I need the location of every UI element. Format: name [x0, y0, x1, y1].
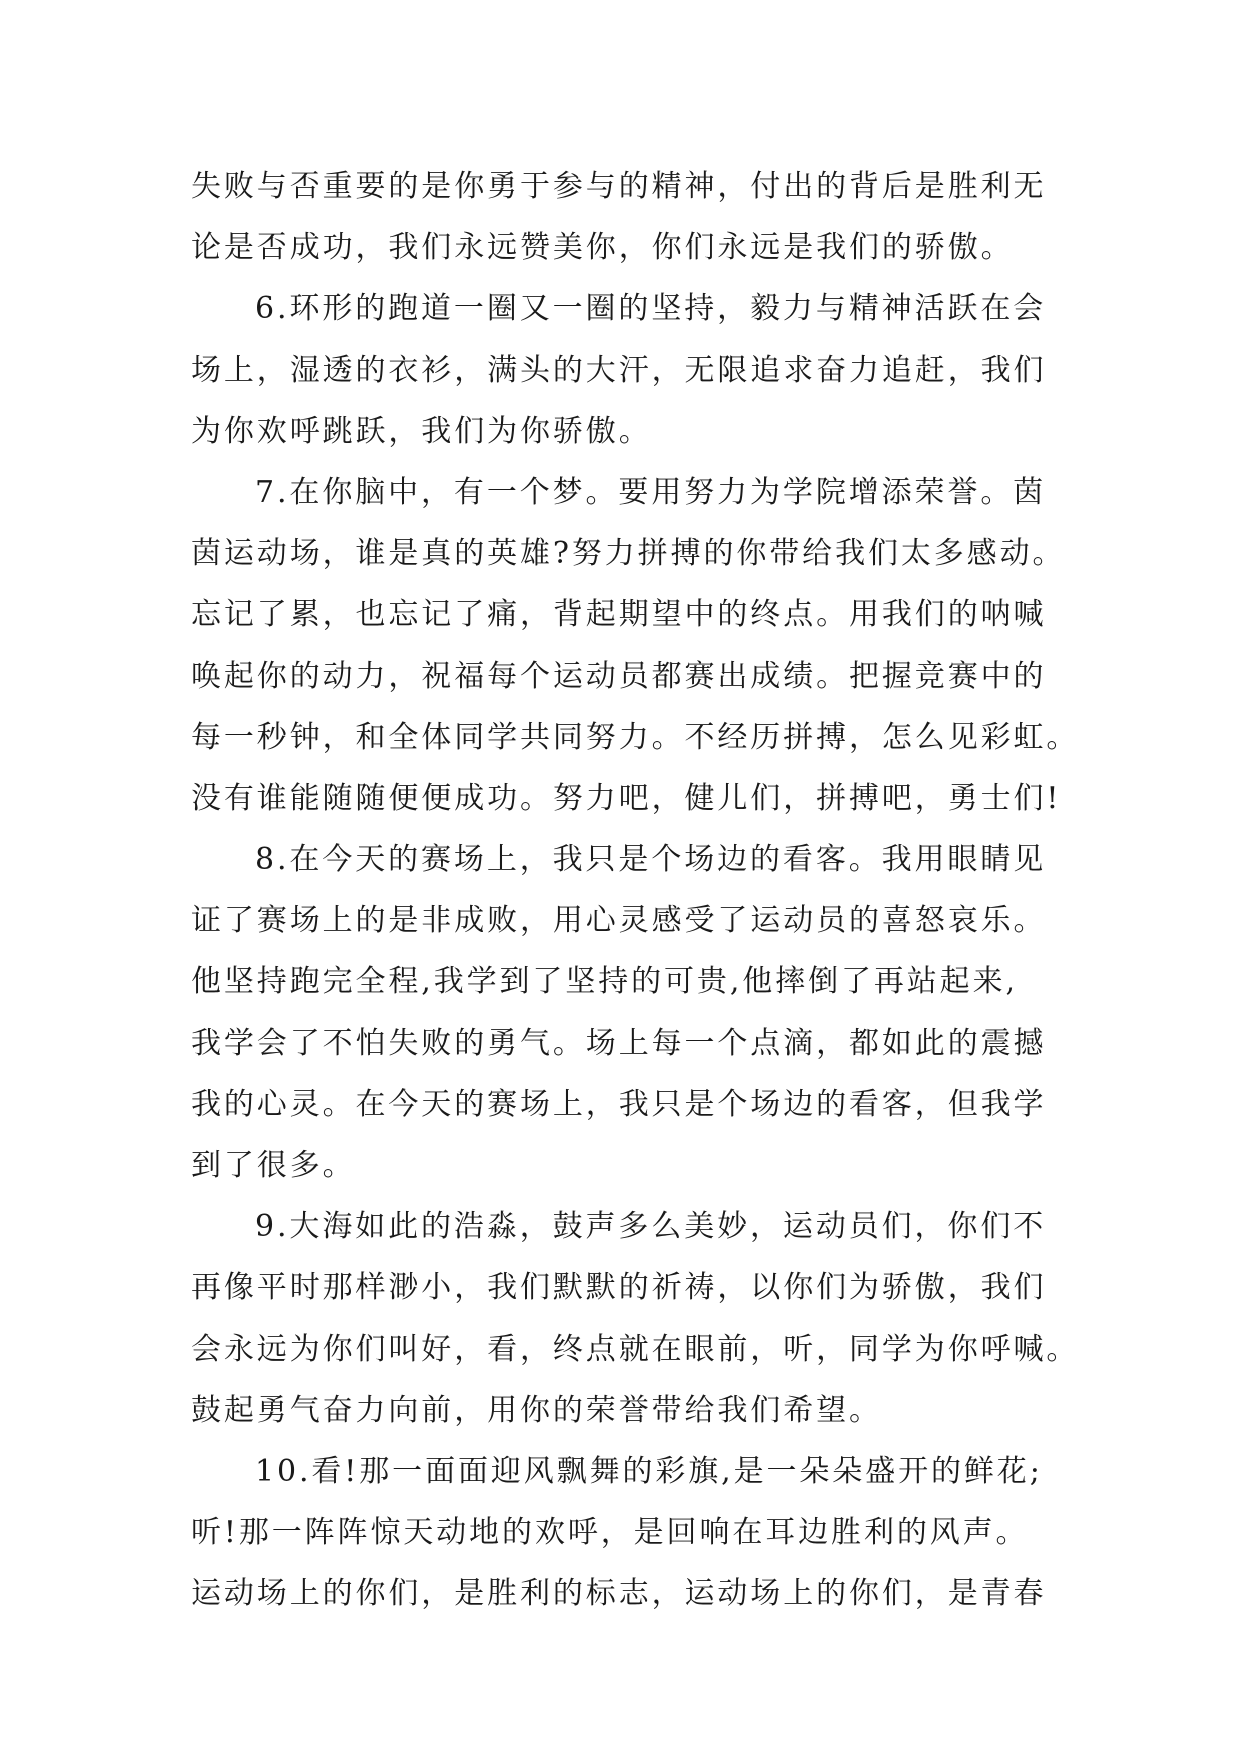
text-line: 忘记了累，也忘记了痛，背起期望中的终点。用我们的呐喊 — [191, 597, 1047, 633]
text-line: 9.大海如此的浩淼，鼓声多么美妙，运动员们，你们不 — [255, 1209, 1047, 1245]
text-line: 运动场上的你们，是胜利的标志，运动场上的你们，是青春 — [191, 1576, 1047, 1612]
text-line: 失败与否重要的是你勇于参与的精神，付出的背后是胜利无 — [191, 169, 1047, 204]
text-line: 证了赛场上的是非成败，用心灵感受了运动员的喜怒哀乐。 — [191, 903, 1047, 939]
text-line: 为你欢呼跳跃，我们为你骄傲。 — [191, 413, 652, 449]
text-line: 6.环形的跑道一圈又一圈的坚持，毅力与精神活跃在会 — [255, 291, 1047, 327]
text-line: 论是否成功，我们永远赞美你，你们永远是我们的骄傲。 — [191, 230, 1014, 266]
text-line: 他坚持跑完全程,我学到了坚持的可贵,他摔倒了再站起来, — [191, 964, 1018, 1000]
text-line: 鼓起勇气奋力向前，用你的荣誉带给我们希望。 — [191, 1392, 882, 1428]
document-page — [191, 156, 1080, 1625]
text-line: 场上，湿透的衣衫，满头的大汗，无限追求奋力追赶，我们 — [191, 352, 1047, 388]
text-line: 没有谁能随随便便成功。努力吧，健儿们，拼搏吧，勇士们! — [191, 780, 1062, 816]
text-line: 再像平时那样渺小，我们默默的祈祷，以你们为骄傲，我们 — [191, 1270, 1047, 1306]
text-line: 每一秒钟，和全体同学共同努力。不经历拼搏，怎么见彩虹。 — [191, 719, 1080, 755]
text-line: 听!那一阵阵惊天动地的欢呼，是回响在耳边胜利的风声。 — [191, 1515, 1029, 1551]
text-line: 10.看!那一面面迎风飘舞的彩旗,是一朵朵盛开的鲜花; — [255, 1453, 1043, 1489]
text-line: 会永远为你们叫好，看，终点就在眼前，听，同学为你呼喊。 — [191, 1331, 1080, 1367]
text-line: 茵运动场，谁是真的英雄?努力拼搏的你带给我们太多感动。 — [191, 536, 1066, 572]
text-line: 7.在你脑中，有一个梦。要用努力为学院增添荣誉。茵 — [255, 474, 1047, 510]
text-line: 到了很多。 — [191, 1148, 356, 1183]
text-line: 我的心灵。在今天的赛场上，我只是个场边的看客，但我学 — [191, 1086, 1047, 1122]
text-line: 8.在今天的赛场上，我只是个场边的看客。我用眼睛见 — [255, 842, 1047, 878]
text-line: 我学会了不怕失败的勇气。场上每一个点滴，都如此的震撼 — [191, 1025, 1047, 1061]
text-line: 唤起你的动力，祝福每个运动员都赛出成绩。把握竞赛中的 — [191, 658, 1047, 694]
